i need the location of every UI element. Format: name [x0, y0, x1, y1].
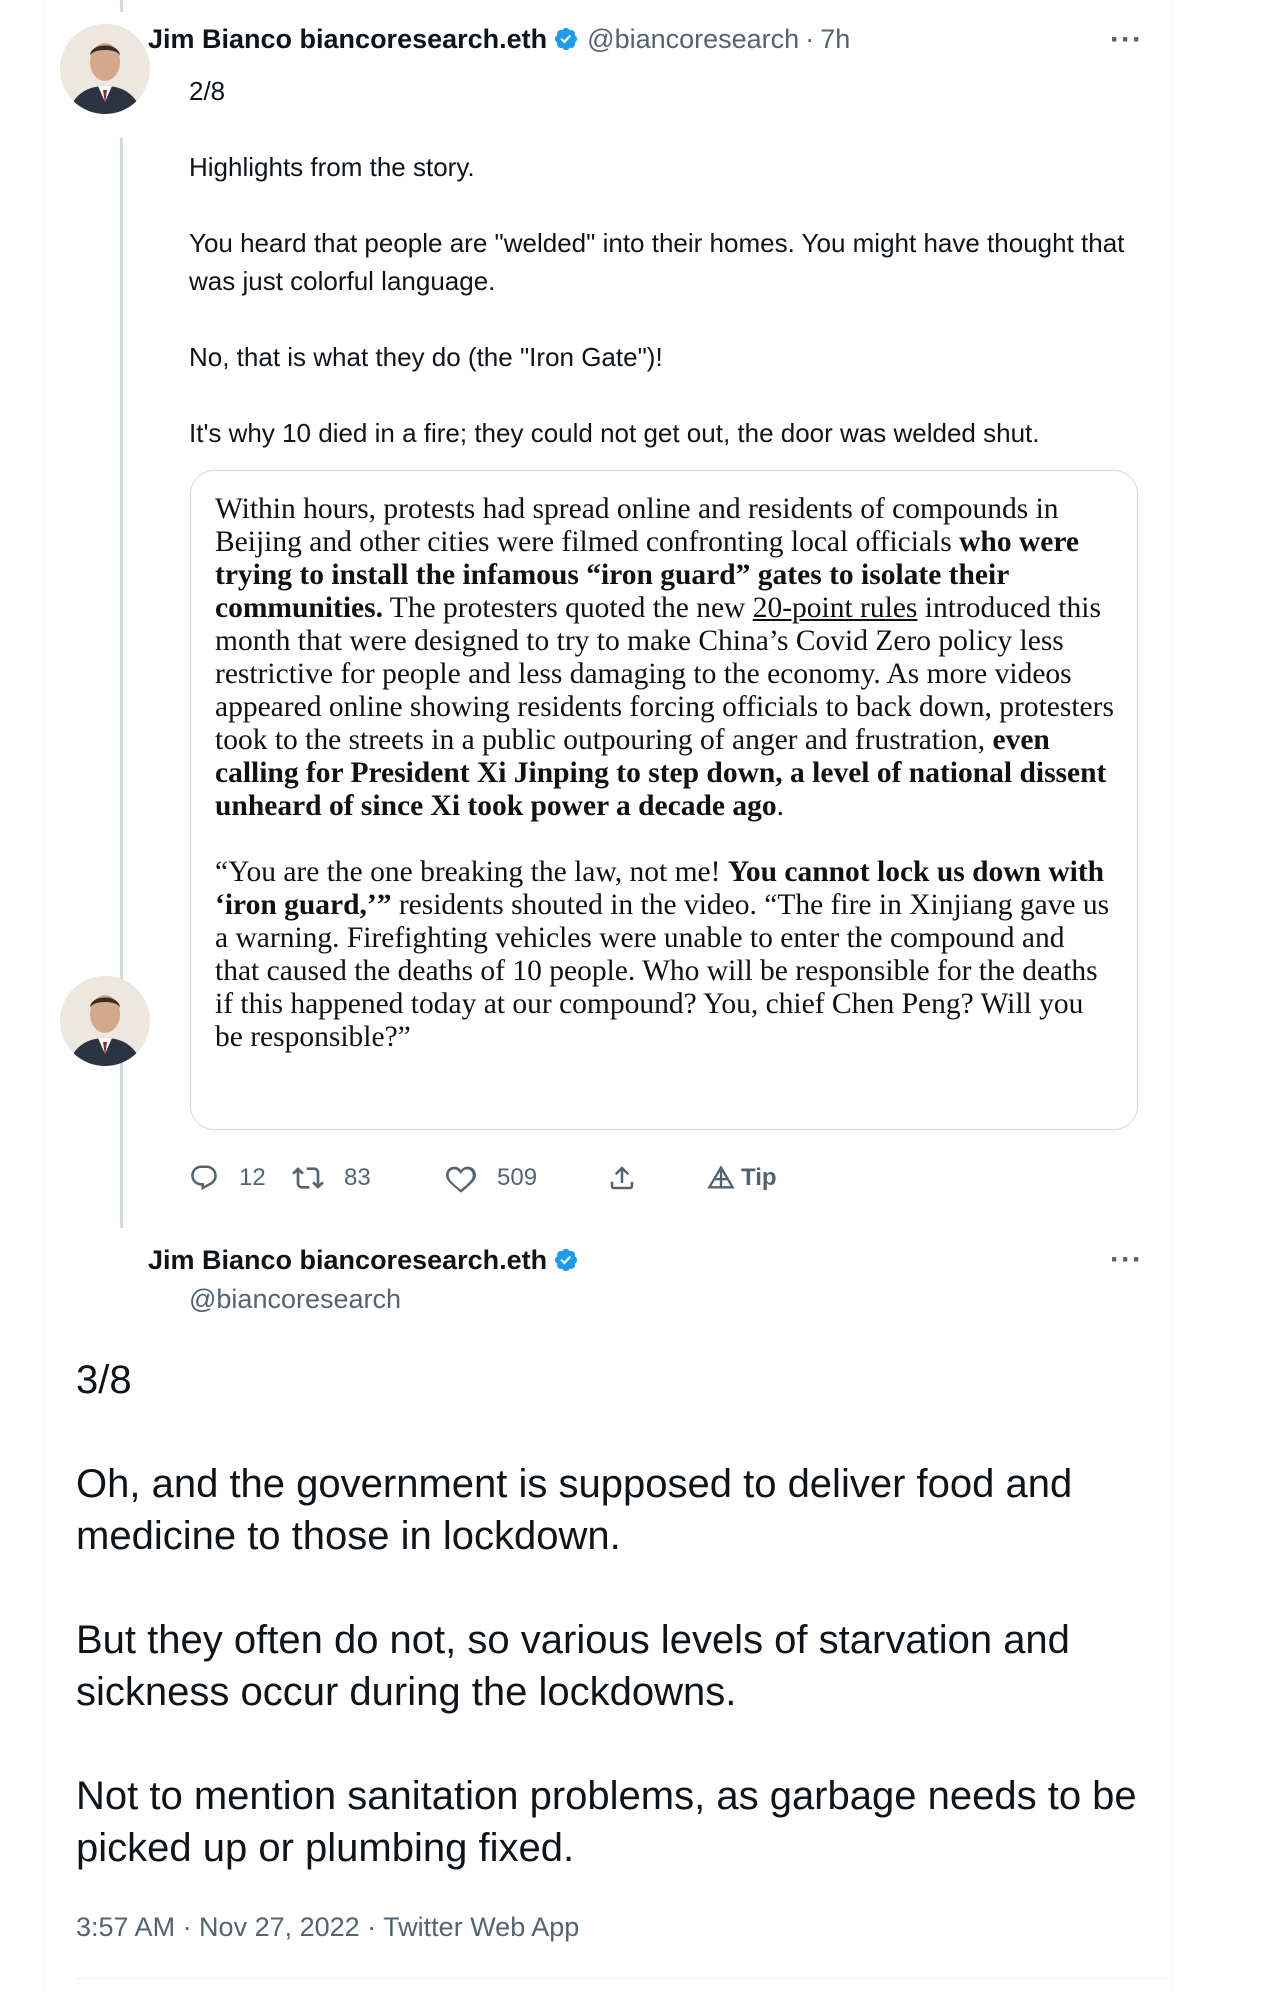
- like-button[interactable]: [445, 1162, 537, 1194]
- reply-icon: [189, 1163, 219, 1193]
- author-name[interactable]: Jim Bianco biancoresearch.eth: [148, 24, 548, 54]
- more-options-icon[interactable]: ···: [1110, 23, 1143, 56]
- tweet2-header: [148, 1243, 579, 1277]
- excerpt-paragraph-2: [215, 856, 1115, 1054]
- tweet2-text: 3/8 Oh, and the government is supposed to deliver food and medicine to those in lockdown. But they often do not, so various levels of starvation and sickness occur during the lockdowns. Not to mention sanitation problems, as garbage needs to be picked up or plumbing fixed.: [76, 1358, 1137, 1870]
- retweet-icon: [292, 1162, 324, 1194]
- verified-badge-icon: [553, 26, 579, 52]
- tip-label: Tip: [741, 1164, 777, 1191]
- excerpt-p1-segment-4: introduced this month that were designed to try to make China’s Covid Zero policy less restrictive for people and less damaging to the economy. As more videos appeared online showing residents forcing officials to back down, protesters took to the streets in a public outpouring of anger and frustration,: [215, 592, 1114, 756]
- verified-badge-icon: [553, 1247, 579, 1273]
- tweet-timestamp[interactable]: 7h: [820, 24, 851, 54]
- header-separator: ·: [805, 24, 815, 54]
- tweet1-header: [148, 22, 850, 56]
- thread-connector-top: [120, 0, 123, 12]
- excerpt-p2-segment-0: “You are the one breaking the law, not me!: [215, 856, 728, 888]
- excerpt-p1-segment-6: .: [776, 790, 784, 822]
- thread-connector: [120, 138, 123, 1228]
- tweet2-timestamp-source[interactable]: 3:57 AM · Nov 27, 2022 · Twitter Web App: [76, 1912, 580, 1942]
- share-icon: [607, 1163, 637, 1193]
- author-avatar[interactable]: [60, 24, 150, 114]
- excerpt-p2-segment-2: residents shouted in the video. “The fire in Xinjiang gave us a warning. Firefighting vehicles were unable to enter the compound and that caused the deaths of 10 people. Who will be responsible for the deaths if this happened today at our compound? You, chief Chen Peng? Will you be responsible?”: [215, 889, 1110, 1053]
- excerpt-paragraph-1: [215, 493, 1115, 823]
- share-button[interactable]: [607, 1163, 657, 1193]
- more-options-icon[interactable]: ···: [1110, 1243, 1143, 1276]
- timeline-right-border: [1172, 0, 1173, 1992]
- tweet1-action-bar: [189, 1158, 1009, 1198]
- tip-button[interactable]: [707, 1164, 777, 1192]
- timeline-left-border: [44, 0, 45, 1992]
- heart-icon: [445, 1162, 477, 1194]
- quoted-article-excerpt[interactable]: [190, 470, 1138, 1130]
- like-count: 509: [497, 1164, 538, 1191]
- author-handle-2[interactable]: @biancoresearch: [189, 1284, 402, 1314]
- excerpt-p2-segment-1: You cannot lock us down with ‘iron guard,’”: [215, 856, 1105, 921]
- tip-icon: [707, 1164, 735, 1192]
- retweet-button[interactable]: [292, 1162, 371, 1194]
- excerpt-p1-segment-2: The protesters quoted the new: [382, 592, 753, 624]
- author-handle[interactable]: @biancoresearch: [587, 24, 800, 54]
- reply-count: 12: [239, 1164, 266, 1191]
- author-name-2[interactable]: Jim Bianco biancoresearch.eth: [148, 1245, 548, 1275]
- excerpt-p1-segment-0: Within hours, protests had spread online and residents of compounds in Beijing and other cities were filmed confronting local officials: [215, 493, 1059, 558]
- author-avatar-2[interactable]: [60, 976, 150, 1066]
- retweet-count: 83: [344, 1164, 371, 1191]
- excerpt-p1-segment-5: even calling for President Xi Jinping to step down, a level of national dissent unheard of since Xi took power a decade ago: [215, 724, 1107, 822]
- excerpt-p1-segment-3[interactable]: 20-point rules: [752, 592, 918, 624]
- excerpt-p1-segment-1: who were trying to install the infamous “iron guard” gates to isolate their communities.: [215, 526, 1079, 624]
- reply-button[interactable]: [189, 1163, 266, 1193]
- tweet1-text: 2/8 Highlights from the story. You heard that people are "welded" into their homes. You might have thought that was just colorful language. No, that is what they do (the "Iron Gate")! It's why 10 died in a fire; they could not get out, the door was welded shut.: [189, 76, 1125, 448]
- divider: [76, 1978, 1166, 1979]
